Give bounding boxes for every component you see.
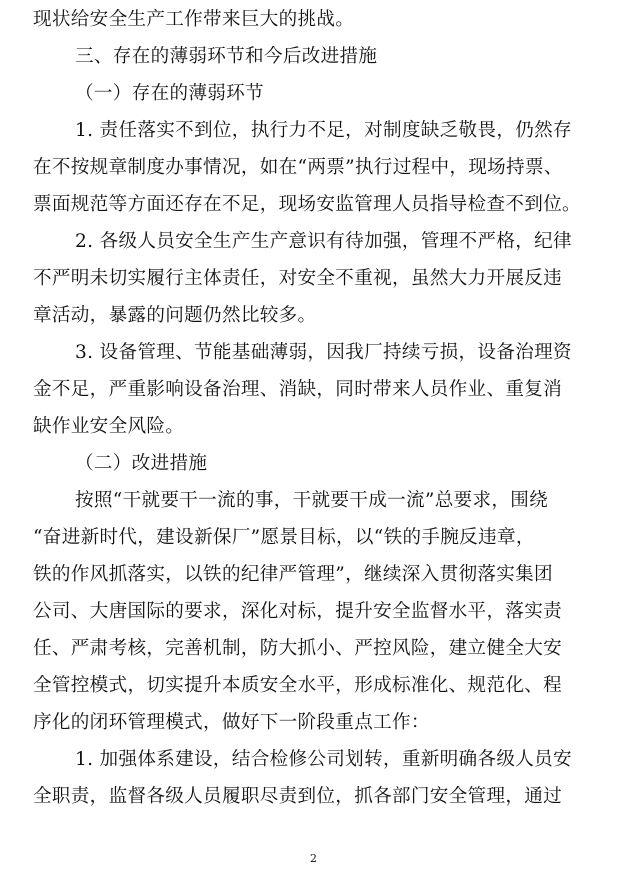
text-line-22: 全职责，监督各级人员履职尽责到位，抓各部门安全管理，通过 — [33, 786, 563, 807]
text-line-5: 在不按规章制度办事情况，如在“两票”执行过程中，现场持票、 — [33, 157, 563, 178]
subsection-heading-1: （一）存在的薄弱环节 — [75, 83, 264, 104]
text-line-10: 3. 设备管理、节能基础薄弱，因我厂持续亏损，设备治理资 — [75, 342, 572, 363]
text-line-1: 现状给安全生产工作带来巨大的挑战。 — [33, 9, 355, 30]
text-line-17: 公司、大唐国际的要求，深化对标，提升安全监督水平，落实责 — [33, 601, 563, 622]
text-line-6: 票面规范等方面还存在不足，现场安监管理人员指导检查不到位。 — [33, 194, 581, 215]
text-line-9: 章活动，暴露的问题仍然比较多。 — [33, 305, 317, 326]
text-line-15: “奋进新时代，建设新保厂”愿景目标，以“铁的手腕反违章， — [33, 527, 535, 548]
text-line-18: 任、严肃考核，完善机制，防大抓小、严控风险，建立健全大安 — [33, 638, 563, 659]
text-line-12: 缺作业安全风险。 — [33, 416, 185, 437]
text-line-8: 不严明未切实履行主体责任，对安全不重视，虽然大力开展反违 — [33, 268, 563, 289]
text-line-21: 1. 加强体系建设，结合检修公司划转，重新明确各级人员安 — [75, 749, 572, 770]
text-line-16: 铁的作风抓落实，以铁的纪律严管理”，继续深入贯彻落实集团 — [33, 564, 553, 585]
text-line-11: 金不足，严重影响设备治理、消缺，同时带来人员作业、重复消 — [33, 379, 563, 400]
text-line-7: 2. 各级人员安全生产生产意识有待加强，管理不严格，纪律 — [75, 231, 572, 252]
text-line-14: 按照“干就要干一流的事，干就要干成一流”总要求，围绕 — [75, 490, 549, 511]
text-line-4: 1. 责任落实不到位，执行力不足，对制度缺乏敬畏，仍然存 — [75, 120, 572, 141]
text-line-19: 全管控模式，切实提升本质安全水平，形成标准化、规范化、程 — [33, 675, 563, 696]
section-heading-3: 三、存在的薄弱环节和今后改进措施 — [75, 46, 378, 67]
text-line-20: 序化的闭环管理模式，做好下一阶段重点工作： — [33, 712, 430, 733]
subsection-heading-2: （二）改进措施 — [75, 453, 208, 474]
page-number: 2 — [310, 852, 317, 865]
